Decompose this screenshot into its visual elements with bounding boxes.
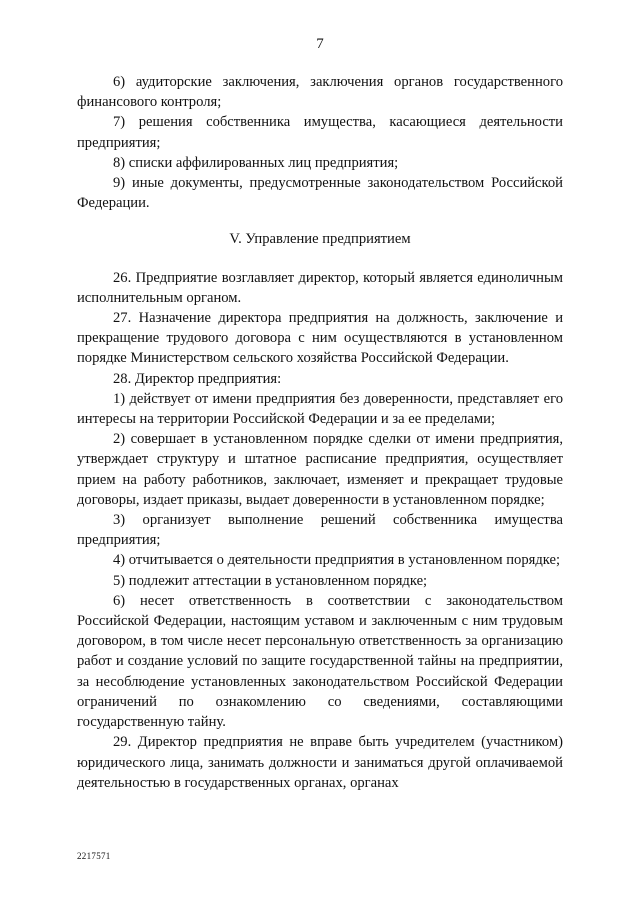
page-number: 7 xyxy=(316,36,324,52)
clause-28-item-5: 5) подлежит аттестации в установленном порядке; xyxy=(113,572,428,589)
clause-29: 29. Директор предприятия не вправе быть учредителем (участником) юридического лица, занимать должности и заниматься другой оплачиваемой деятельностью в государственных органах, органах xyxy=(77,734,563,791)
list-item-7: 7) решения собственника имущества, касающиеся деятельности предприятия; xyxy=(77,114,563,151)
clause-28-item-6: 6) несет ответственность в соответствии с законодательством Российской Федерации, настоящим уставом и заключенным с ним трудовым договором, в том числе несет персональную ответственность за организацию работ и создание условий по защите государственной тайны на предприятии, за несоблюдение установленных законодательством Российской Федерации ограничений по ознакомлению со сведениями, составляющими государственную тайну. xyxy=(77,592,563,731)
document-body xyxy=(77,72,563,793)
clause-28: 28. Директор предприятия: xyxy=(113,370,282,387)
clause-28-item-4: 4) отчитывается о деятельности предприятия в установленном порядке; xyxy=(113,552,561,569)
document-id: 2217571 xyxy=(77,851,111,861)
list-item-9: 9) иные документы, предусмотренные законодательством Российской Федерации. xyxy=(77,175,563,212)
list-item-6: 6) аудиторские заключения, заключения органов государственного финансового контроля; xyxy=(77,74,563,111)
section-heading: V. Управление предприятием xyxy=(229,231,411,248)
clause-28-item-1: 1) действует от имени предприятия без доверенности, представляет его интересы на территории Российской Федерации и за ее пределами; xyxy=(77,390,563,428)
list-item-8: 8) списки аффилированных лиц предприятия; xyxy=(113,154,399,171)
clause-27: 27. Назначение директора предприятия на должность, заключение и прекращение трудового договора с ним осуществляются в установленном порядке Министерством сельского хозяйства Российской Федерации. xyxy=(77,310,563,367)
clause-26: 26. Предприятие возглавляет директор, который является единоличным исполнительным органом. xyxy=(77,269,563,306)
clause-28-item-2: 2) совершает в установленном порядке сделки от имени предприятия, утверждает структуру и штатное расписание предприятия, осуществляет прием на работу работников, заключает, изменяет и прекращает трудовые договоры, издает приказы, выдает доверенности в установленном порядке; xyxy=(77,431,563,508)
clause-28-item-3: 3) организует выполнение решений собственника имущества предприятия; xyxy=(77,512,563,549)
